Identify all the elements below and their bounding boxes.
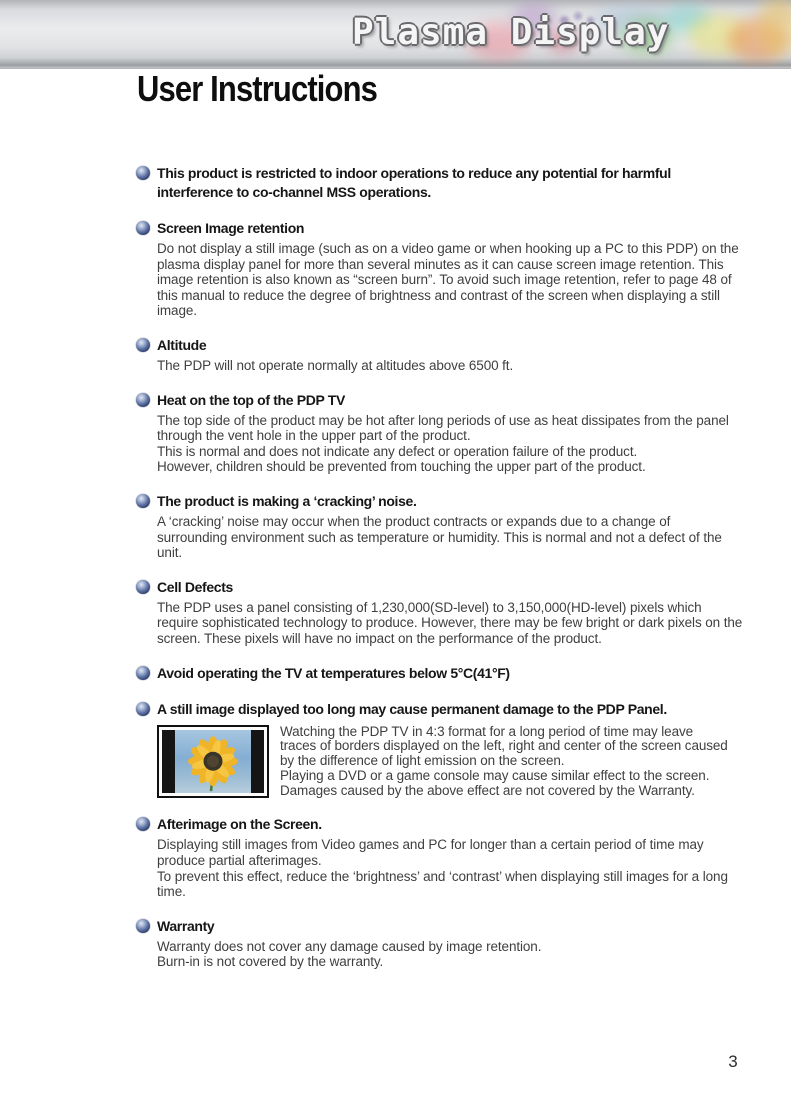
section-low-temperature: [136, 664, 740, 683]
section-body: [157, 939, 743, 970]
banner-title: Plasma Display: [352, 12, 670, 53]
body-paragraph: Warranty does not cover any damage caused by image retention.: [157, 938, 542, 954]
page-number: 3: [728, 1052, 738, 1071]
page-title: User Instructions: [137, 68, 378, 109]
section-title: This product is restricted to indoor operations to reduce any potential for harmful interference to co-channel MSS operations.: [157, 165, 671, 200]
body-paragraph: Do not display a still image (such as on a video game or when hooking up a PC to this PDP) on the plasma display panel for more than several minutes as it can cause screen image retention. This image retention is also known as “screen burn”. To avoid such image retention, refer to page 48 of this manual to reduce the degree of brightness and contrast of the screen when displaying a still image.: [157, 241, 739, 319]
sphere-bullet-icon: [136, 919, 150, 933]
body-paragraph: Damages caused by the above effect are not covered by the Warranty.: [280, 782, 695, 798]
section-indoor-restriction: [136, 164, 740, 202]
sphere-bullet-icon: [136, 817, 150, 831]
body-paragraph: The top side of the product may be hot after long periods of use as heat dissipates from the panel through the vent hole in the upper part of the product.: [157, 412, 729, 444]
section-body: [157, 514, 743, 561]
body-paragraph: However, children should be prevented from touching the upper part of the product.: [157, 459, 646, 475]
section-afterimage: [136, 815, 740, 899]
instructions-list: [136, 164, 743, 987]
body-paragraph: This is normal and does not indicate any defect or operation failure of the product.: [157, 443, 638, 459]
body-paragraph: To prevent this effect, reduce the ‘brightness’ and ‘contrast’ when displaying still images for a long time.: [157, 868, 728, 900]
section-title: Altitude: [157, 336, 207, 353]
section-body: [157, 241, 743, 319]
sphere-bullet-icon: [136, 580, 150, 594]
section-cell-defects: [136, 578, 743, 647]
section-title: Afterimage on the Screen.: [157, 816, 322, 833]
section-title: A still image displayed too long may cause permanent damage to the PDP Panel.: [157, 700, 667, 717]
body-paragraph: Playing a DVD or a game console may cause similar effect to the screen.: [280, 767, 710, 783]
sphere-bullet-icon: [136, 221, 150, 235]
sphere-bullet-icon: [136, 166, 150, 180]
header-banner: [0, 0, 791, 69]
tv-picture-area: [175, 730, 251, 793]
still-image-example-row: [157, 725, 740, 799]
section-body: [157, 358, 743, 374]
section-heat-on-top: [136, 391, 740, 475]
tv-screen: [162, 730, 264, 793]
section-body: [157, 837, 743, 899]
section-body: [157, 413, 743, 475]
sphere-bullet-icon: [136, 494, 150, 508]
sphere-bullet-icon: [136, 393, 150, 407]
section-title: Screen Image retention: [157, 220, 305, 236]
section-title: The product is making a ‘cracking’ noise.: [157, 492, 417, 509]
body-paragraph: Burn-in is not covered by the warranty.: [157, 954, 384, 970]
sunflower-still-image: [157, 725, 269, 798]
section-title: Heat on the top of the PDP TV: [157, 391, 345, 408]
section-title: Cell Defects: [157, 578, 233, 595]
body-paragraph: The PDP uses a panel consisting of 1,230,000(SD-level) to 3,150,000(HD-level) pixels which require sophisticated technology to produce. However, there may be few bright or dark pixels on the screen. These pixels will have no impact on the performance of the product.: [157, 599, 743, 646]
section-warranty: [136, 917, 740, 970]
sphere-bullet-icon: [136, 666, 150, 680]
body-paragraph: Watching the PDP TV in 4:3 format for a long period of time may leave traces of borders displayed on the left, right and center of the screen caused by the difference of light emission on the screen.: [280, 723, 728, 769]
section-body: [157, 600, 743, 647]
sphere-bullet-icon: [136, 702, 150, 716]
section-screen-image-retention: [136, 219, 740, 319]
sphere-bullet-icon: [136, 338, 150, 352]
section-title: Avoid operating the TV at temperatures below 5°C(41°F): [157, 664, 510, 681]
section-body: [280, 725, 732, 799]
body-paragraph: The PDP will not operate normally at altitudes above 6500 ft.: [157, 357, 514, 373]
body-paragraph: Displaying still images from Video games and PC for longer than a certain period of time may produce partial afterimages.: [157, 837, 704, 869]
section-still-image-damage: [136, 700, 740, 799]
section-cracking-noise: [136, 492, 740, 561]
section-altitude: [136, 336, 740, 374]
sunflower-icon: [183, 735, 243, 791]
body-paragraph: A ‘cracking’ noise may occur when the product contracts or expands due to a change of surrounding environment such as temperature or humidity. This is normal and not a defect of the unit.: [157, 513, 722, 561]
section-title: Warranty: [157, 917, 215, 934]
